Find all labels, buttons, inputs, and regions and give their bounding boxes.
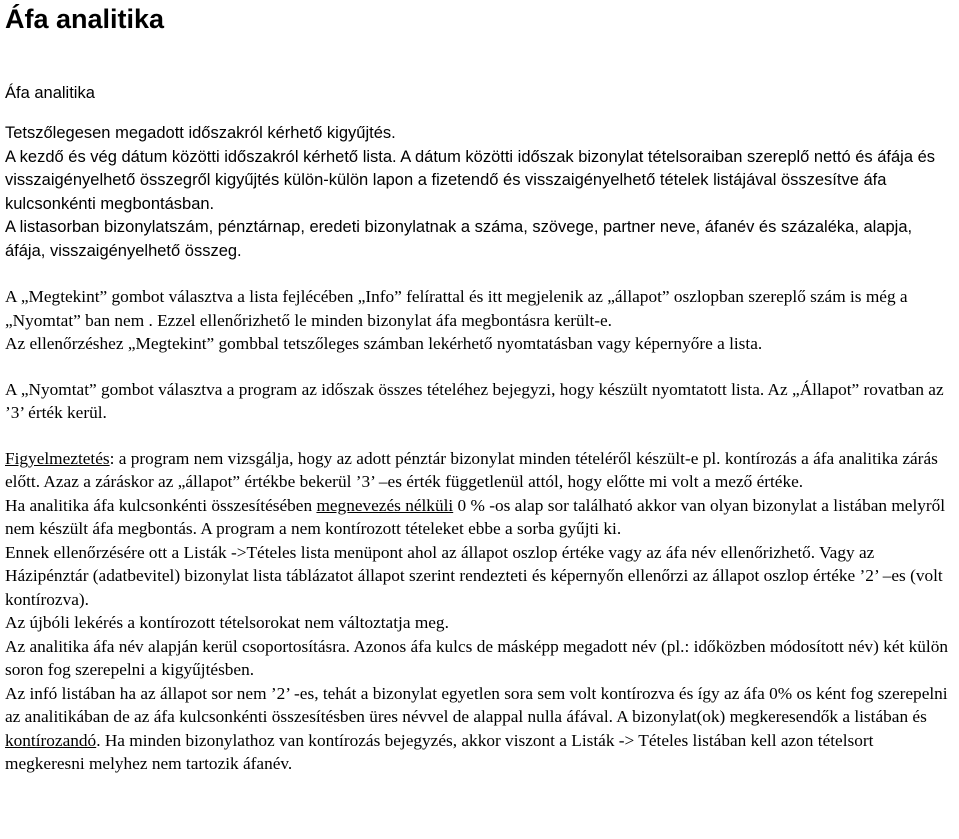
warning-text-6a: Az infó listában ha az állapot sor nem ’2’ -es, tehát a bizonylat egyetlen sora sem volt kontírozva és így az áfa 0% os ként fog szerepelni az analitikában de az áfa kulcsonkénti összesítésben üres névvel de alappal nulla áfával. A bizonylat(ok) megkeresendők a listában és xyxy=(5,683,948,726)
unnamed-underline: megnevezés nélküli xyxy=(316,495,454,515)
document-page xyxy=(5,0,957,776)
warning-paragraph-4: Az újbóli lekérés a kontírozott tételsorokat nem változtatja meg. xyxy=(5,613,449,632)
intro-block xyxy=(5,122,957,263)
warning-text-2b: 0 % -os alap sor található akkor van olyan bizonylat a listában melyről nem készült áfa megbontás. A program a nem kontírozott tételeket ebbe a sorba gyűjti ki. xyxy=(5,495,946,538)
megtekint-block xyxy=(5,285,957,356)
intro-paragraph-2: A kezdő és vég dátum közötti időszakról kérhető lista. A dátum közötti időszak bizonylat tételsoraiban szereplő nettó és áfája és visszaigényelhető összegről kigyűjtés külön-külön lapon a fizetendő és visszaigényelhető tételek listájával összesítve áfa kulcsonkénti megbontásban. xyxy=(5,147,936,213)
warning-label: Figyelmeztetés xyxy=(5,448,110,468)
warning-paragraph-2 xyxy=(5,494,957,541)
nyomtat-block xyxy=(5,378,957,425)
warning-text-1: : a program nem vizsgálja, hogy az adott pénztár bizonylat minden tételéről készült-e pl. kontírozás a áfa analitika zárás előtt. Azaz a záráskor az „állapot” értékbe bekerül ’3’ –es érték függetlenül attól, hogy előtte mi volt a mező értéke. xyxy=(5,448,938,491)
warning-paragraph-5: Az analitika áfa név alapján kerül csoportosításra. Azonos áfa kulcs de másképp megadott név (pl.: időközben módosított név) két külön soron fog szerepelni a kigyűjtésben. xyxy=(5,636,949,679)
megtekint-paragraph-1: A „Megtekint” gombot választva a lista fejlécében „Info” felírattal és itt megjelenik az „állapot” oszlopban szereplő szám is még a „Nyomtat” ban nem . Ezzel ellenőrizhető le minden bizonylat áfa megbontásra került-e. xyxy=(5,287,908,330)
warning-paragraph-1 xyxy=(5,447,957,494)
warning-block xyxy=(5,447,957,776)
section-subtitle: Áfa analitika xyxy=(5,84,95,102)
intro-paragraph-1: Tetszőlegesen megadott időszakról kérhető kigyűjtés. xyxy=(5,124,396,142)
intro-paragraph-3: A listasorban bizonylatszám, pénztárnap, eredeti bizonylatnak a száma, szövege, partner neve, áfanév és százaléka, alapja, áfája, visszaigényelhető összeg. xyxy=(5,218,913,260)
warning-text-2a: Ha analitika áfa kulcsonkénti összesítésében xyxy=(5,495,317,515)
warning-text-6b: . Ha minden bizonylathoz van kontírozás bejegyzés, akkor viszont a Listák -> Tételes listában kell azon tételsort megkeresni melyhez nem tartozik áfanév. xyxy=(5,730,874,773)
kontirozando-underline: kontírozandó xyxy=(5,730,97,750)
nyomtat-paragraph: A „Nyomtat” gombot választva a program az időszak összes tételéhez bejegyzi, hogy készült nyomtatott lista. Az „Állapot” rovatban az ’3’ érték kerül. xyxy=(5,379,944,422)
warning-paragraph-6 xyxy=(5,682,957,776)
megtekint-paragraph-2: Az ellenőrzéshez „Megtekint” gombbal tetszőleges számban lekérhető nyomtatásban vagy képernyőre a lista. xyxy=(5,334,763,353)
warning-paragraph-3: Ennek ellenőrzésére ott a Listák ->Tételes lista menüpont ahol az állapot oszlop értéke vagy az áfa név ellenőrizhető. Vagy az Házipénztár (adatbevitel) bizonylat lista táblázatot állapot szerint rendezteti és képernyőn ellenőrzi az állapot oszlop értéke ’2’ –es (volt kontírozva). xyxy=(5,542,943,609)
page-title: Áfa analitika xyxy=(5,4,165,34)
